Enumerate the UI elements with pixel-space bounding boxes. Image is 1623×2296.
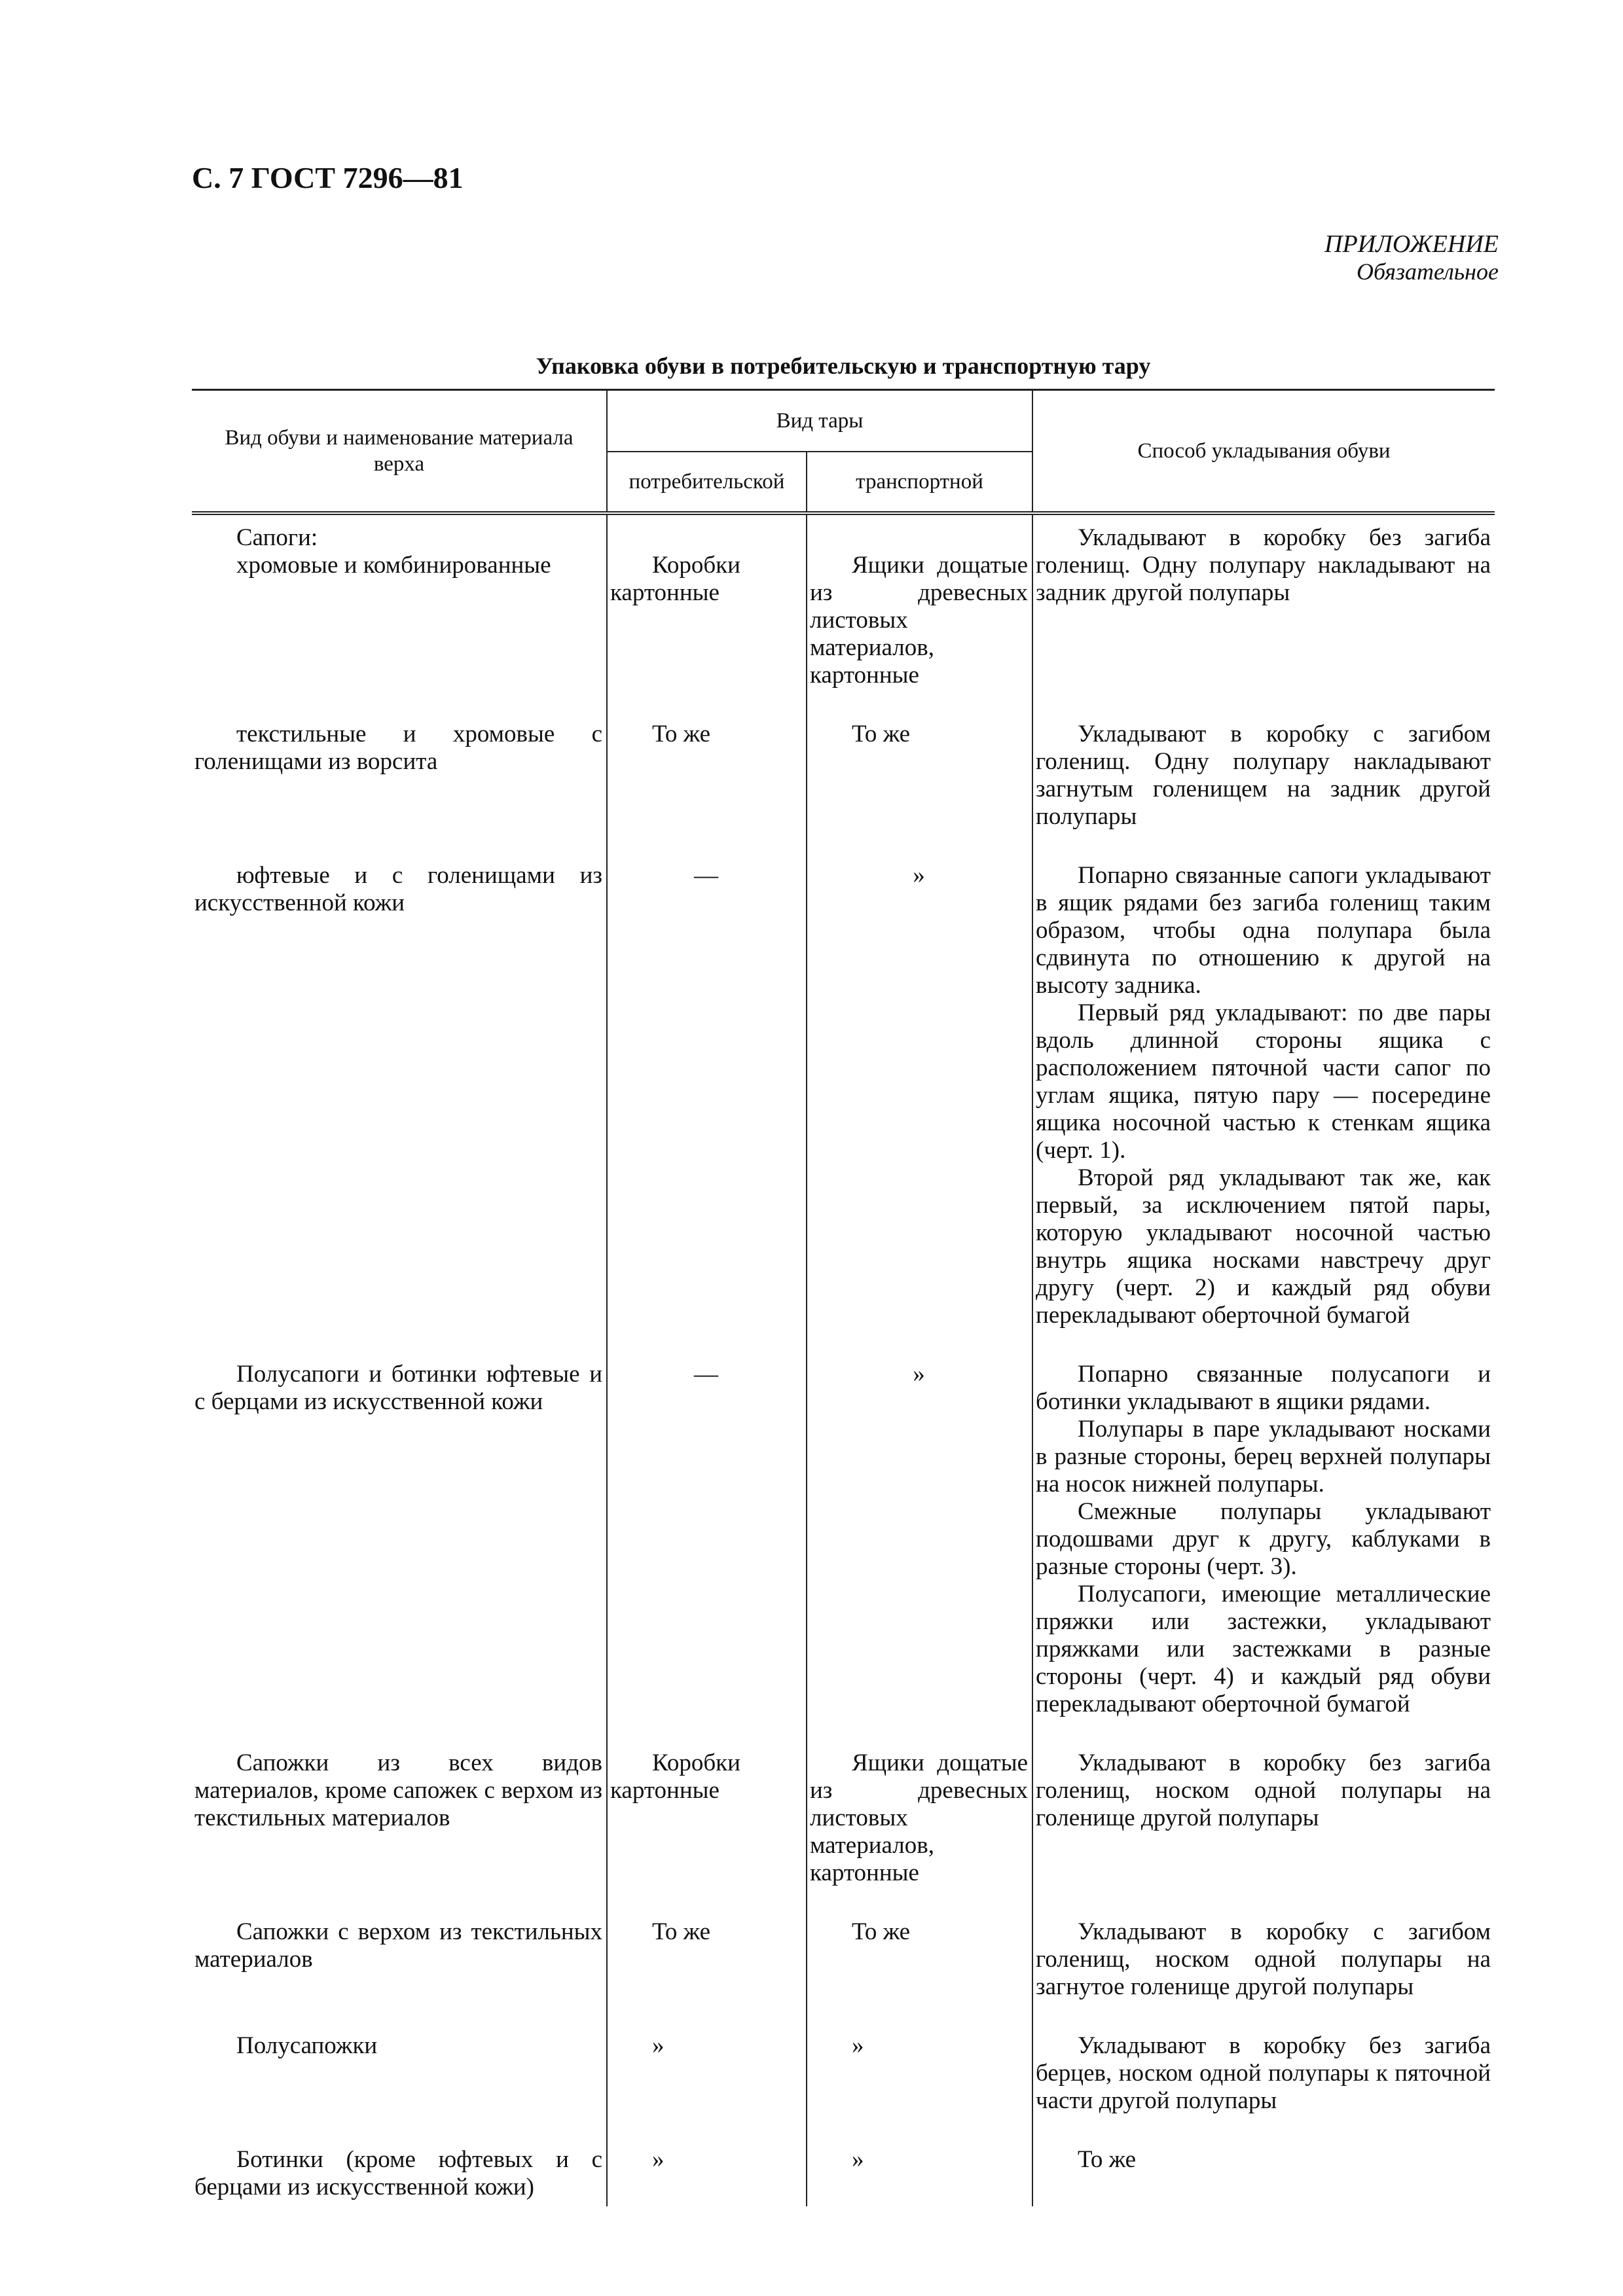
cell-method (1032, 1361, 1495, 1749)
transport-value: Ящики дощатые из древесных листовых материалов, картонные (810, 552, 1029, 689)
consumer-value: То же (652, 721, 711, 747)
cell-transport (807, 1918, 1032, 2032)
cell-consumer (607, 513, 807, 721)
consumer-value: Коробки картонные (610, 552, 740, 606)
cell-transport (807, 721, 1032, 862)
packaging-table (192, 389, 1495, 2206)
transport-value: » (852, 2146, 864, 2173)
header-consumer: потребительской (607, 452, 807, 513)
cell-shoe-type (192, 1918, 607, 2032)
transport-value: » (913, 1361, 925, 1388)
page-header: С. 7 ГОСТ 7296—81 (192, 161, 464, 194)
consumer-value: — (694, 1361, 718, 1388)
table-row (192, 862, 1495, 1361)
cell-method (1032, 1749, 1495, 1918)
cell-method (1032, 2146, 1495, 2206)
header-container-type: Вид тары (607, 390, 1032, 452)
cell-method (1032, 2032, 1495, 2146)
cell-method (1032, 513, 1495, 721)
row-type: Сапожки из всех видов материалов, кроме сапожек с верхом из текстильных материалов (194, 1749, 602, 1831)
table-row (192, 513, 1495, 721)
table-row (192, 2146, 1495, 2206)
cell-transport (807, 862, 1032, 1361)
cell-method (1032, 1918, 1495, 2032)
cell-shoe-type (192, 721, 607, 862)
row-type: Полусапоги и ботинки юфтевые и с берцами из искусственной кожи (194, 1361, 602, 1415)
transport-value: То же (852, 721, 911, 747)
header-shoe-type: Вид обуви и наименование материала верха (192, 390, 607, 514)
table-row (192, 1918, 1495, 2032)
cell-shoe-type (192, 862, 607, 1361)
row-type: Сапожки с верхом из текстильных материалов (194, 1918, 602, 1973)
row-type: Ботинки (кроме юфтевых и с берцами из искусственной кожи) (194, 2146, 602, 2200)
cell-method (1032, 721, 1495, 862)
method-paragraph: Укладывают в коробку без загиба голенищ, носком одной полупары на голенище другой полупары (1036, 1749, 1491, 1831)
row-type: хромовые и комбинированные (236, 552, 551, 579)
cell-consumer (607, 721, 807, 862)
cell-transport (807, 513, 1032, 721)
cell-shoe-type (192, 513, 607, 721)
table-row (192, 2032, 1495, 2146)
method-paragraph: Укладывают в коробку без загиба голенищ. Одну полупару накладывают на задник другой полупары (1036, 524, 1491, 606)
appendix-label (1324, 230, 1499, 285)
appendix-status: Обязательное (1357, 259, 1499, 285)
method-paragraph: Смежные полупары укладывают подошвами друг к другу, каблуками в разные стороны (черт. 3). (1036, 1498, 1491, 1580)
method-paragraph: Полусапоги, имеющие металлические пряжки или застежки, укладывают пряжками или застежками в разные стороны (черт. 4) и каждый ряд обуви перекладывают оберточной бумагой (1036, 1581, 1491, 1717)
cell-consumer (607, 1918, 807, 2032)
cell-shoe-type (192, 2146, 607, 2206)
method-paragraph: Второй ряд укладывают так же, как первый, за исключением пятой пары, которую укладывают носочной частью внутрь ящика носками навстречу друг другу (черт. 2) и каждый ряд обуви перекладывают оберточной бумагой (1036, 1164, 1491, 1329)
cell-shoe-type (192, 1749, 607, 1918)
method-paragraph: Попарно связанные полусапоги и ботинки укладывают в ящики рядами. (1036, 1361, 1491, 1415)
method-paragraph: Полупары в паре укладывают носками в разные стороны, берец верхней полупары на носок нижней полупары. (1036, 1416, 1491, 1498)
table-title: Упаковка обуви в потребительскую и транспортную тару (536, 353, 1151, 379)
transport-value: Ящики дощатые из древесных листовых материалов, картонные (810, 1749, 1029, 1886)
transport-value: » (913, 862, 925, 889)
consumer-value: То же (652, 1918, 711, 1945)
cell-shoe-type (192, 1361, 607, 1749)
cell-shoe-type (192, 2032, 607, 2146)
method-paragraph: Попарно связанные сапоги укладывают в ящик рядами без загиба голенищ таким образом, чтобы одна полупара была сдвинута по отношению к другой на высоту задника. (1036, 862, 1491, 999)
row-type: текстильные и хромовые с голенищами из ворсита (194, 721, 602, 775)
consumer-value: — (694, 862, 718, 889)
appendix-title: ПРИЛОЖЕНИЕ (1324, 230, 1499, 258)
header-method: Способ укладывания обуви (1032, 390, 1495, 514)
table-row (192, 1749, 1495, 1918)
method-paragraph: Укладывают в коробку с загибом голенищ. Одну полупару накладывают загнутым голенищем на задник другой полупары (1036, 721, 1491, 830)
cell-transport (807, 1361, 1032, 1749)
cell-method (1032, 862, 1495, 1361)
table-row (192, 721, 1495, 862)
row-type: Полусапожки (236, 2032, 378, 2059)
consumer-value: Коробки картонные (610, 1749, 740, 1804)
row-type: юфтевые и с голенищами из искусственной кожи (194, 862, 602, 916)
header-transport: транспортной (807, 452, 1032, 513)
transport-value: » (852, 2032, 864, 2059)
cell-transport (807, 1749, 1032, 1918)
cell-consumer (607, 2146, 807, 2206)
method-paragraph: Укладывают в коробку с загибом голенищ, носком одной полупары на загнутое голенище другой полупары (1036, 1918, 1491, 2000)
cell-consumer (607, 862, 807, 1361)
transport-value: То же (852, 1918, 911, 1945)
consumer-value: » (652, 2032, 665, 2059)
method-paragraph: Укладывают в коробку без загиба берцев, носком одной полупары к пяточной части другой полупары (1036, 2032, 1491, 2114)
cell-consumer (607, 1749, 807, 1918)
cell-consumer (607, 1361, 807, 1749)
cell-transport (807, 2032, 1032, 2146)
method-paragraph: Первый ряд укладывают: по две пары вдоль длинной стороны ящика с расположением пяточной части сапог по углам ящика, пятую пару — посередине ящика носочной частью к стенкам ящика (черт. 1). (1036, 999, 1491, 1164)
cell-transport (807, 2146, 1032, 2206)
row-group-label: Сапоги: (236, 524, 318, 551)
consumer-value: » (652, 2146, 665, 2173)
method-paragraph: То же (1078, 2146, 1137, 2173)
table-row (192, 1361, 1495, 1749)
cell-consumer (607, 2032, 807, 2146)
